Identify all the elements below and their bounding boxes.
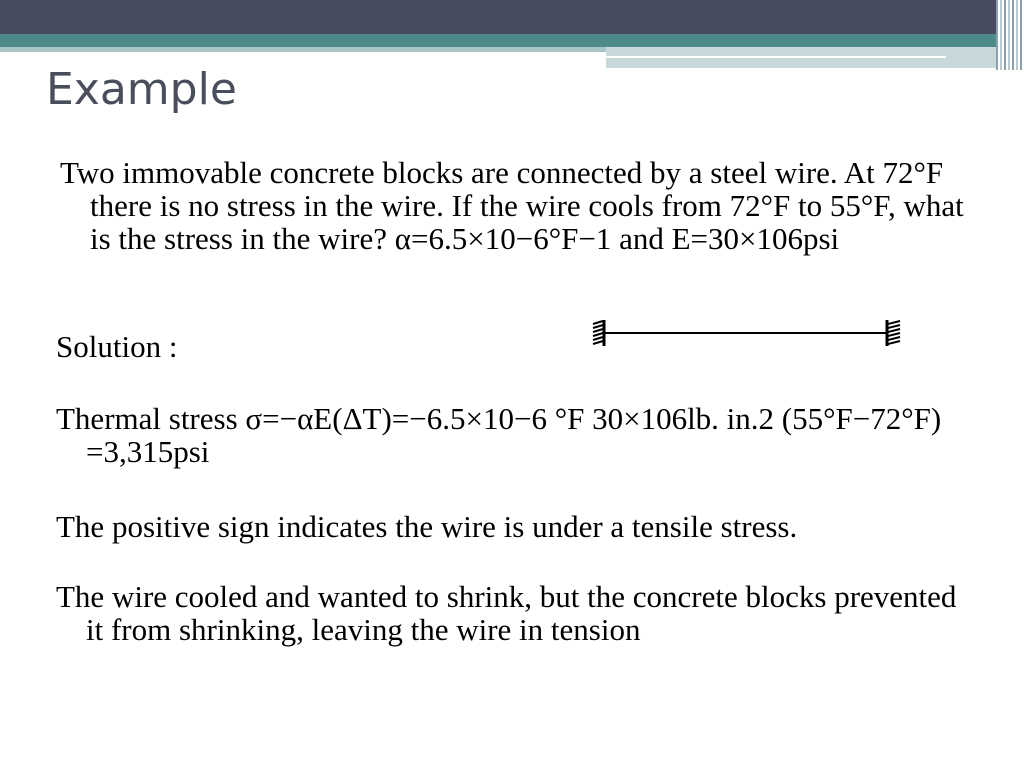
solution-label: Solution :	[56, 329, 178, 364]
thermal-stress-equation: Thermal stress σ=−αE(ΔT)=−6.5×10−6 °F 30×106lb. in.2 (55°F−72°F) =3,315psi	[56, 401, 942, 469]
positive-sign-note: The positive sign indicates the wire is under a tensile stress.	[56, 509, 798, 544]
right-support-icon	[887, 320, 900, 346]
header-band-line	[606, 56, 946, 58]
header-band-dark	[0, 0, 1024, 34]
cooling-explanation: The wire cooled and wanted to shrink, but the concrete blocks prevented it from shrinking, leaving the wire in tension	[56, 579, 957, 647]
header-band-teal	[0, 34, 1000, 47]
left-support-icon	[592, 320, 604, 346]
problem-statement: Two immovable concrete blocks are connected by a steel wire. At 72°F there is no stress in the wire. If the wire cools from 72°F to 55°F, what is the stress in the wire? α=6.5×10−6°F−1 and E=30×106psi	[60, 155, 964, 256]
wire-diagram	[588, 316, 908, 350]
slide-title: Example	[46, 64, 237, 115]
header-stripes	[996, 0, 1024, 70]
header-band-light	[0, 47, 606, 52]
